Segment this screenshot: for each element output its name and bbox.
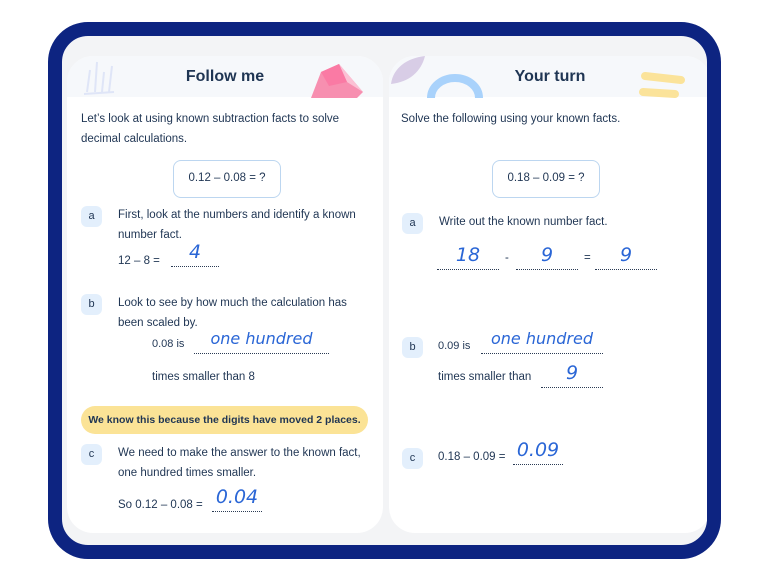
your-turn-card — [389, 56, 711, 533]
worksheet-frame — [48, 22, 721, 559]
follow-me-problem: 0.12 – 0.08 = ? — [173, 160, 281, 198]
step-a-text: First, look at the numbers and identify a known number fact. — [118, 209, 356, 241]
turn-step-b-answer[interactable]: one hundred — [481, 326, 603, 354]
step-b-suffix: times smaller than 8 — [152, 371, 255, 383]
follow-me-intro: Let’s look at using known subtraction facts to solve decimal calculations. — [81, 113, 340, 145]
turn-step-b-prompt: 0.09 is — [438, 340, 471, 352]
turn-step-a-answer-1[interactable]: 18 — [437, 242, 499, 270]
turn-step-a-badge: a — [402, 213, 423, 234]
turn-step-b-badge: b — [402, 337, 423, 358]
turn-step-c-answer[interactable]: 0.09 — [513, 437, 563, 465]
your-turn-intro: Solve the following using your known facts. — [401, 113, 621, 125]
step-a-badge: a — [81, 206, 102, 227]
your-turn-header — [389, 56, 711, 97]
step-c-text: We need to make the answer to the known fact, one hundred times smaller. — [118, 447, 361, 479]
turn-step-a-answer-3[interactable]: 9 — [595, 242, 657, 270]
step-b-prompt: 0.08 is — [152, 338, 185, 350]
turn-step-c-prompt: 0.18 – 0.09 = — [438, 451, 506, 463]
minus-operator: - — [505, 252, 509, 264]
equals-operator: = — [584, 252, 591, 264]
turn-step-a-text: Write out the known number fact. — [439, 216, 608, 228]
follow-me-title: Follow me — [185, 68, 265, 85]
turn-step-c-badge: c — [402, 448, 423, 469]
turn-step-b-answer-2[interactable]: 9 — [541, 360, 603, 388]
step-a-prompt: 12 – 8 = — [118, 255, 160, 267]
step-b-text: Look to see by how much the calculation has been scaled by. — [118, 297, 347, 329]
turn-step-a-answer-2[interactable]: 9 — [516, 242, 578, 270]
step-c-answer[interactable]: 0.04 — [212, 484, 262, 512]
hint-banner: We know this because the digits have moved 2 places. — [81, 406, 368, 434]
step-b-answer[interactable]: one hundred — [194, 326, 329, 354]
step-b-badge: b — [81, 294, 102, 315]
step-c-badge: c — [81, 444, 102, 465]
turn-step-b-suffix: times smaller than — [438, 371, 532, 383]
step-c-prompt: So 0.12 – 0.08 = — [118, 499, 203, 511]
your-turn-problem: 0.18 – 0.09 = ? — [492, 160, 600, 198]
your-turn-title: Your turn — [514, 68, 586, 85]
step-a-answer[interactable]: 4 — [171, 239, 219, 267]
follow-me-header — [67, 56, 383, 97]
follow-me-card — [67, 56, 383, 533]
